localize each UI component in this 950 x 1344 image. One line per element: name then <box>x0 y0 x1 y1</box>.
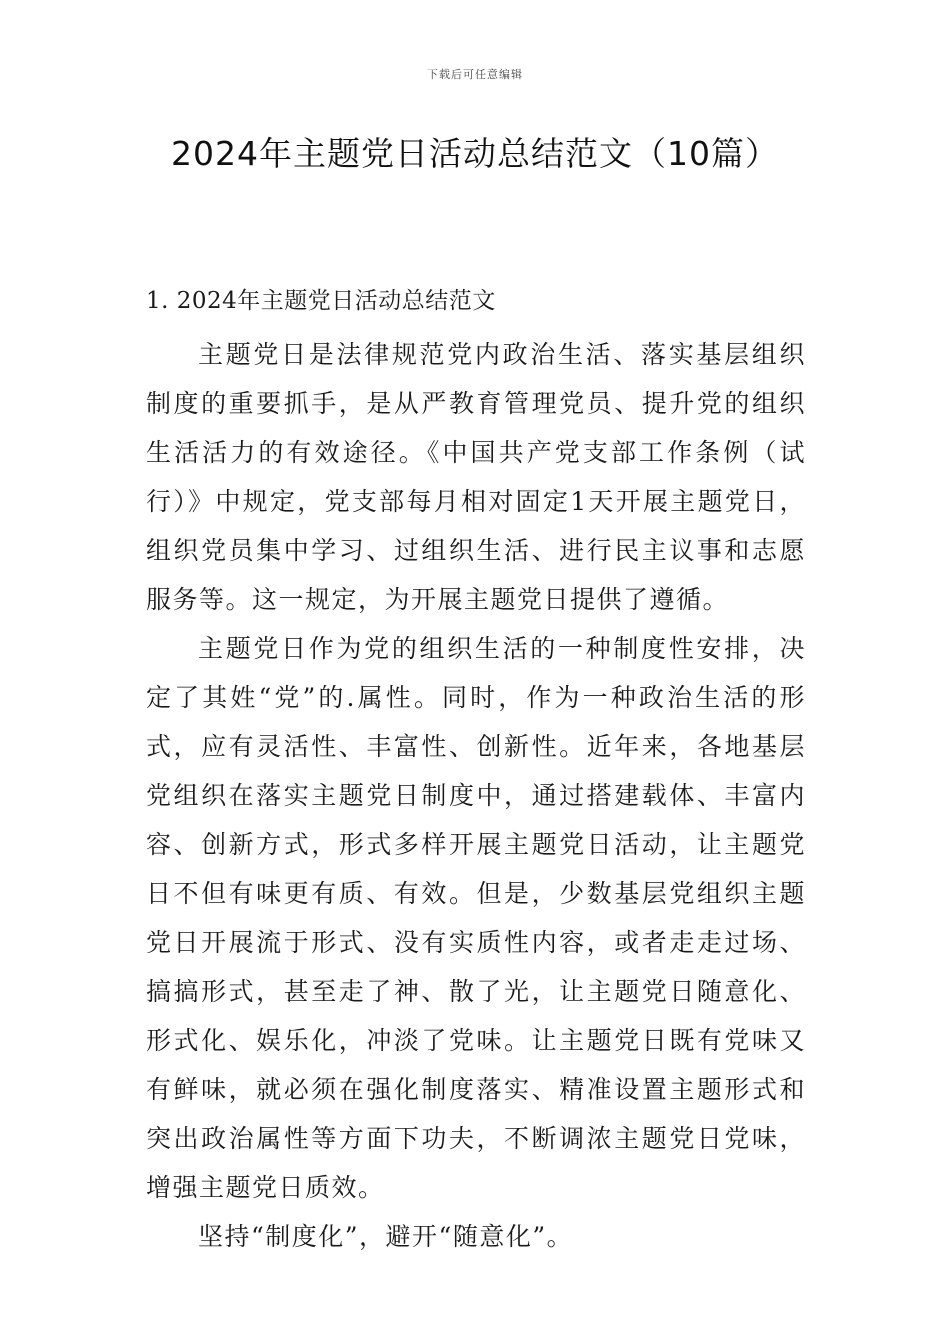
section-heading: 1. 2024年主题党日活动总结范文 <box>146 288 496 314</box>
document-body <box>146 282 806 1261</box>
paragraph: 主题党日作为党的组织生活的一种制度性安排，决定了其姓“党”的.属性。同时，作为一种政治生活的形式，应有灵活性、丰富性、创新性。近年来，各地基层党组织在落实主题党日制度中，通过搭建载体、丰富内容、创新方式，形式多样开展主题党日活动，让主题党日不但有味更有质、有效。但是，少数基层党组织主题党日开展流于形式、没有实质性内容，或者走走过场、搞搞形式，甚至走了神、散了光，让主题党日随意化、形式化、娱乐化，冲淡了党味。让主题党日既有党味又有鲜味，就必须在强化制度落实、精准设置主题形式和突出政治属性等方面下功夫，不断调浓主题党日党味，增强主题党日质效。 <box>146 634 806 1202</box>
document-title: 2024年主题党日活动总结范文（10篇） <box>171 134 779 173</box>
paragraph: 坚持“制度化”，避开“随意化”。 <box>198 1222 574 1251</box>
paragraph: 主题党日是法律规范党内政治生活、落实基层组织制度的重要抓手，是从严教育管理党员、提升党的组织生活活力的有效途径。《中国共产党支部工作条例（试行）》中规定，党支部每月相对固定1天开展主题党日，组织党员集中学习、过组织生活、进行民主议事和志愿服务等。这一规定，为开展主题党日提供了遵循。 <box>146 340 806 614</box>
header-note: 下载后可任意编辑 <box>427 68 523 81</box>
